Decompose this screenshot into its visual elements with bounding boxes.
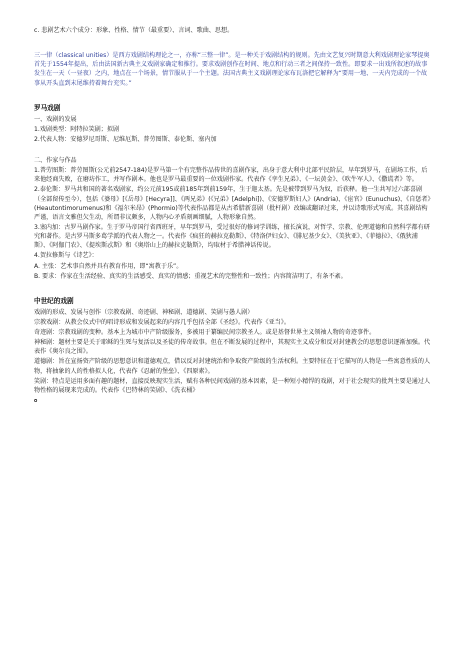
trailing-period: 。 bbox=[34, 394, 44, 404]
roman-representatives: 2.代表人物：安德罗尼哥斯、尼维厄斯、普劳图斯、泰伦斯、塞内加 bbox=[34, 135, 217, 143]
roman-drama-types: 1.戏剧类型：阿特拉笑剧；拟剧 bbox=[34, 125, 120, 133]
tragedy-elements-line: c. 悲剧艺术六个成分：形象、性格、情节（最重要）、言词、歌曲、思想。 bbox=[34, 27, 234, 34]
roman-drama-heading: 罗马戏剧 bbox=[34, 103, 61, 112]
roman-section-authors: 二、作家与作品 bbox=[34, 157, 77, 165]
mystery-play-paragraph: 神秘剧：题材主要是关于耶稣的生死与复活以及圣徒的传奇故事。但在不断发展的过程中，其现实主义成分和反对封建教会的思想意识逐渐加强。代表作《奥尔良之围》。 bbox=[34, 339, 431, 356]
seneca-paragraph: 3.塞内加：古罗马剧作家。生于罗马帝国行省西班牙，早年到罗马，受过很好的修词学训练，擅长演说，对哲学、宗教、伦理道德和自然科学都有研究和著作。是古罗马斯多葛学派的代表人物之一。代表作《疯狂的赫拉克勒斯》、《特洛伊妇女》、《腓尼基少女》、《美狄亚》、《菲德拉》、《俄狄浦斯》、《阿伽门农》、《提埃斯忒斯》和《奥塔山上的赫拉克勒斯》，均取材于希腊神话传说。 bbox=[34, 224, 430, 250]
medieval-overview: 戏剧的形成、发展与创作（宗教戏剧、奇迹剧、神秘剧、道德剧、笑剧与愚人剧） bbox=[34, 308, 254, 316]
medieval-drama-heading: 中世纪的戏剧 bbox=[34, 296, 74, 305]
morality-play-paragraph: 道德剧：旨在宣扬资产阶级的思想意识和道德观点，借以反对封建统治和争取资产阶级的生活权利。主要特征在于它描写的人物是一些寓意性质的人物，将抽象的人的性格拟人化，代表作《忍耐的堡垒》、《四原素》。 bbox=[34, 358, 431, 375]
three-unities-paragraph: 三一律（classical unities）是西方戏剧结构理论之一，亦称“三整一律”。是一种关于戏剧结构的规则。先由文艺复兴时期意大利戏剧理论家琴提奥首先于1554年提出，后由法国新古典主义戏剧家确定和推行。要求戏剧创作在时间、地点和行动三者之间保持一致性。即要求一出戏所叙述的故事发生在一天（一昼夜）之内，地点在一个场景，情节服从于一个主题。法国古典主义戏剧理论家布瓦洛把它解释为“要用一地、一天内完成的一个故事从开头直到末尾维持着舞台充实。” bbox=[34, 52, 430, 87]
horace-heading: 4.贺拉修斯与《诗艺》： bbox=[34, 252, 98, 260]
roman-section-development: 一、戏剧的发展 bbox=[34, 115, 77, 123]
plautus-paragraph: 1.普劳图斯：普劳图斯(公元前2547-184)是罗马第一个有完整作品传世的喜剧作家，出身于意大利中北部平民阶层，早年到罗马，在剧场工作，后来他经商失败，在磨坊作工，并写作剧本。他也是罗马最重要的一位戏剧作家。代表作《孪生兄弟》、《一坛黄金》、《吹牛军人》、《撒谎者》等。 bbox=[34, 167, 428, 184]
horace-point-b: B. 要求：作家在生活经验、真实的生活感受、真实的情感；重视艺术的完整性和一致性；内容简洁明了，有条不紊。 bbox=[34, 272, 347, 280]
farce-paragraph: 笑剧：特点是运用多面有趣的题材，直接反映现实生活，赋有各种民间戏剧的基本因素，是一种短小精悍的戏剧，对于社会现实的批判主要是通过人物性格的展现来完成的。代表作《巴特林的笑剧》、《洗衣桶》 bbox=[34, 377, 431, 394]
miracle-play-paragraph: 奇迹剧：宗教戏剧的变种。基本上为城市中产阶级服务，多被用于纂编民间宗教圣人。或是基督世界主义领袖人物的奇迹事件。 bbox=[34, 329, 376, 337]
horace-point-a: A. 主张：艺术事自然并具有教育作用，即“寓教于乐”。 bbox=[34, 262, 183, 270]
terence-paragraph: 2.泰伦斯：罗马共和国的著名戏剧家，约公元前195或前185年到前159年，生于迦太基。先是被带到罗马为奴，后获释。他一生共写过六部喜剧（全部留传至今），包括《婆母》[《岳母》[Hecyra]]、《两兄弟》(《兄弟》[Adelphi])、《安德罗斯妇人》(Andria)、《宦官》(Eunuchus)、《自惩者》(Heautontimorumenus)和《福尔米昂》(Phormio)等代表作品都是从古希腊新喜剧（批杆剧）改编或翻译过来，并以诗歌形式写成。其喜剧结构严谨，语言文雅但欠生动，所谓非议颇多，人物内心矛盾刻画细腻，人物形象自然。 bbox=[34, 186, 431, 221]
religious-drama-paragraph: 宗教戏剧：从教会仪式中的唱诗形成和发展起来的内容几乎包括全部《圣经》。代表作《亚当》。 bbox=[34, 318, 290, 326]
